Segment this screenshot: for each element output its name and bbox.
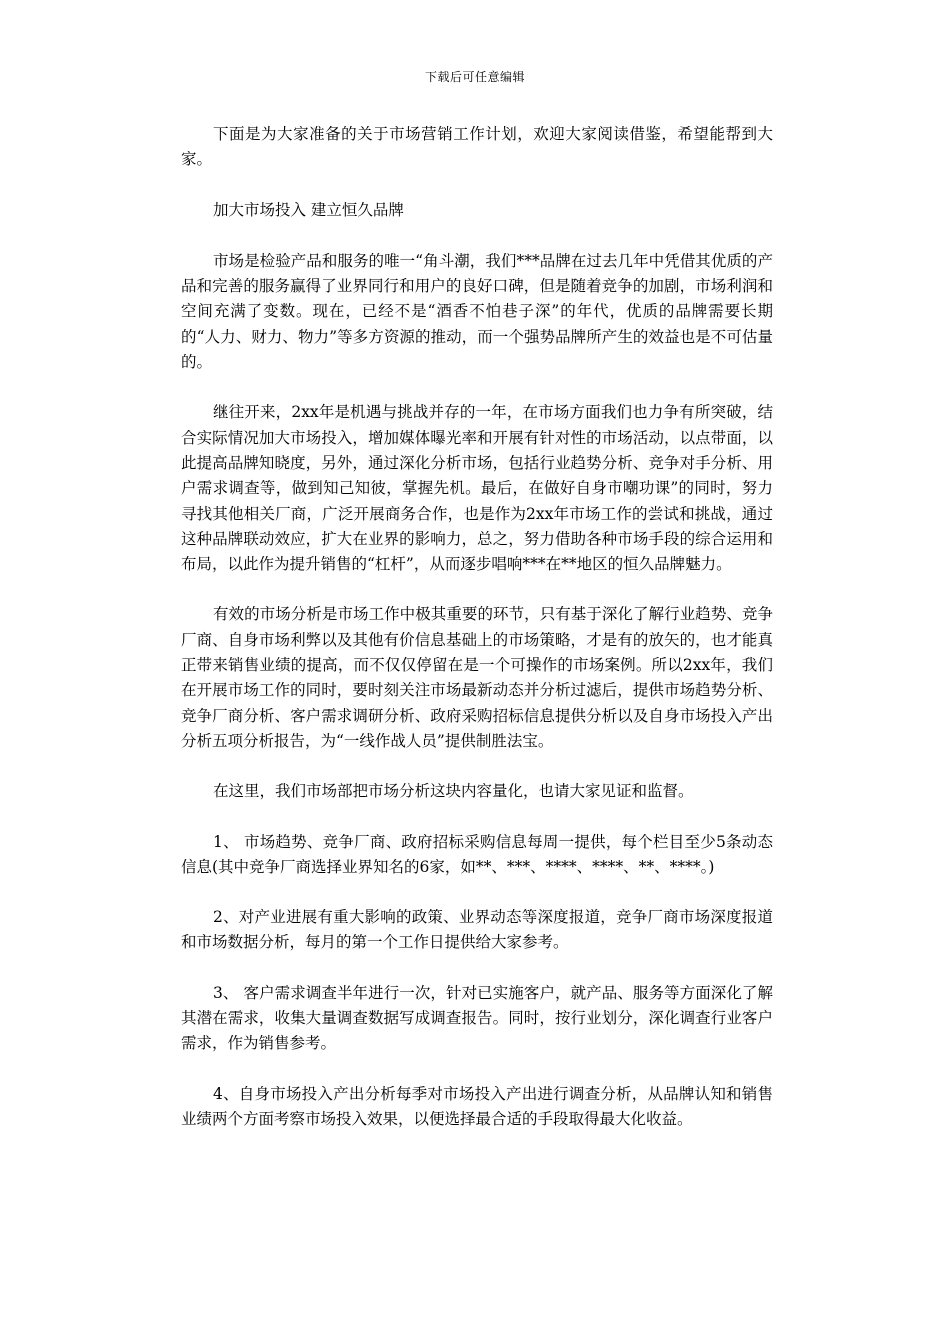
body-paragraph: 在这里，我们市场部把市场分析这块内容量化，也请大家见证和监督。 xyxy=(213,782,694,801)
body-paragraph: 市场是检验产品和服务的唯一“角斗潮，我们***品牌在过去几年中凭借其优质的产品和完善的服务赢得了业界同行和用户的良好口碑，但是随着竞争的加剧，市场利润和空间充满了变数。现在，已经不是“酒香不怕巷子深”的年代，优质的品牌需要长期的“人力、财力、物力”等多方资源的推动，而一个强势品牌所产生的效益也是不可估量的。 xyxy=(181,251,773,372)
header-note: 下载后可任意编辑 xyxy=(424,70,525,84)
list-item: 4、自身市场投入产出分析每季对市场投入产出进行调查分析，从品牌认知和销售业绩两个方面考察市场投入效果，以便选择最合适的手段取得最大化收益。 xyxy=(181,1084,773,1128)
body-paragraph: 继往开来，2xx年是机遇与挑战并存的一年，在市场方面我们也力争有所突破，结合实际情况加大市场投入，增加媒体曝光率和开展有针对性的市场活动，以点带面，以此提高品牌知晓度，另外，通过深化分析市场，包括行业趋势分析、竞争对手分析、用户需求调查等，做到知己知彼，掌握先机。最后，在做好自身市嘲功课”的同时，努力寻找其他相关厂商，广泛开展商务合作，也是作为2xx年市场工作的尝试和挑战，通过这种品牌联动效应，扩大在业界的影响力，总之，努力借助各种市场手段的综合运用和布局，以此作为提升销售的“杠杆”，从而逐步唱响***在**地区的恒久品牌魅力。 xyxy=(181,403,773,574)
intro-paragraph: 下面是为大家准备的关于市场营销工作计划，欢迎大家阅读借鉴，希望能帮到大家。 xyxy=(181,125,773,169)
section-heading: 加大市场投入 建立恒久品牌 xyxy=(213,200,404,219)
list-item: 1、 市场趋势、竞争厂商、政府招标采购信息每周一提供，每个栏目至少5条动态信息(其中竞争厂商选择业界知名的6家，如**、***、****、****、**、****。) xyxy=(181,832,773,876)
list-item: 3、 客户需求调查半年进行一次，针对已实施客户，就产品、服务等方面深化了解其潜在需求，收集大量调查数据写成调查报告。同时，按行业划分，深化调查行业客户需求，作为销售参考。 xyxy=(181,983,773,1053)
body-paragraph: 有效的市场分析是市场工作中极其重要的环节，只有基于深化了解行业趋势、竞争厂商、自身市场利弊以及其他有价信息基础上的市场策略，才是有的放矢的，也才能真正带来销售业绩的提高，而不仅仅停留在是一个可操作的市场案例。所以2xx年，我们在开展市场工作的同时，要时刻关注市场最新动态并分析过滤后，提供市场趋势分析、竞争厂商分析、客户需求调研分析、政府采购招标信息提供分析以及自身市场投入产出分析五项分析报告，为“一线作战人员”提供制胜法宝。 xyxy=(181,605,773,750)
document-body xyxy=(181,122,773,1157)
list-item: 2、对产业进展有重大影响的政策、业界动态等深度报道，竞争厂商市场深度报道和市场数据分析，每月的第一个工作日提供给大家参考。 xyxy=(181,908,773,952)
